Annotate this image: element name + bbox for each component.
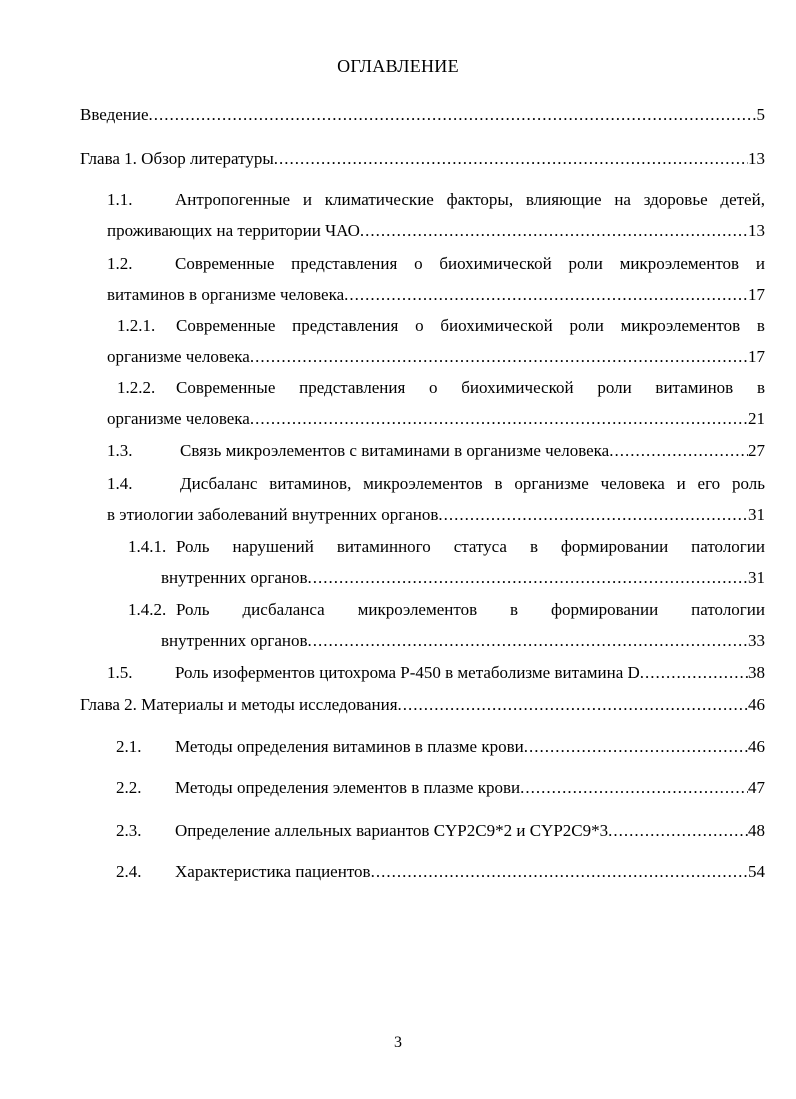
word: факторы, xyxy=(446,190,514,209)
toc-entry-chapter-2 xyxy=(80,695,765,715)
word: организме xyxy=(514,474,589,493)
toc-page-number: 38 xyxy=(748,663,765,682)
toc-entry-text: внутренних органов xyxy=(161,631,308,650)
dot-leader xyxy=(360,221,748,241)
word: витаминов, xyxy=(269,474,352,493)
toc-entry-1-2-line1 xyxy=(175,254,765,274)
toc-entry-1-3 xyxy=(180,441,765,461)
toc-entry-1-2-2-line2 xyxy=(107,409,765,429)
toc-page-number: 13 xyxy=(748,149,765,168)
word: о xyxy=(414,254,423,273)
word: статуса xyxy=(453,537,507,556)
toc-page-number: 46 xyxy=(748,737,765,756)
word: микроэлементов xyxy=(357,600,478,619)
word: в xyxy=(756,378,765,397)
toc-section-number: 1.5. xyxy=(107,663,133,682)
word: в xyxy=(510,600,519,619)
toc-entry-2-2 xyxy=(175,778,765,798)
word: формировании xyxy=(550,600,659,619)
toc-entry-text: Методы определения элементов в плазме крови xyxy=(175,778,521,797)
word: Роль xyxy=(176,600,210,619)
word: представления xyxy=(292,316,399,335)
toc-entry-text: Роль изоферментов цитохрома Р-450 в метаболизме витамина D xyxy=(175,663,640,682)
toc-entry-1-4-2-line1 xyxy=(176,600,765,620)
toc-page-number: 21 xyxy=(748,409,765,428)
word: в xyxy=(529,537,538,556)
toc-entry-text: в этиологии заболеваний внутренних органов xyxy=(107,505,439,524)
word: о xyxy=(429,378,438,397)
toc-page-number: 17 xyxy=(748,285,765,304)
toc-entry-text: проживающих на территории ЧАО xyxy=(107,221,360,240)
word: микроэлементов xyxy=(363,474,483,493)
toc-page-number: 54 xyxy=(748,862,765,881)
word: на xyxy=(614,190,631,209)
toc-page-number: 47 xyxy=(748,778,765,797)
toc-entry-text: Введение xyxy=(80,105,149,124)
toc-entry-text: организме человека xyxy=(107,347,250,366)
toc-entry-1-2-1-line2 xyxy=(107,347,765,367)
toc-page-number: 48 xyxy=(748,821,765,840)
toc-page-number: 13 xyxy=(748,221,765,240)
dot-leader xyxy=(371,862,748,882)
word: Современные xyxy=(175,254,275,273)
toc-entry-1-4-2-line2 xyxy=(161,631,765,651)
toc-section-number: 2.2. xyxy=(116,778,142,797)
toc-page-number: 17 xyxy=(748,347,765,366)
toc-entry-1-2-2-line1 xyxy=(176,378,765,398)
toc-entry-1-4-line2 xyxy=(107,505,765,525)
word: и xyxy=(755,254,765,273)
toc-section-number: 1.2.1. xyxy=(117,316,156,335)
toc-entry-1-1-line2 xyxy=(107,221,765,241)
word: дисбаланса xyxy=(242,600,325,619)
toc-entry-intro xyxy=(80,105,765,125)
toc-section-number: 2.1. xyxy=(116,737,142,756)
toc-section-number: 1.2.2. xyxy=(117,378,156,397)
toc-entry-text: Глава 1. Обзор литературы xyxy=(80,149,274,168)
toc-section-number: 1.1. xyxy=(107,190,133,209)
toc-entry-text: Связь микроэлементов с витаминами в организме человека xyxy=(180,441,610,460)
word: детей, xyxy=(720,190,765,209)
word: представления xyxy=(291,254,398,273)
word: и xyxy=(302,190,312,209)
toc-entry-2-4 xyxy=(175,862,765,882)
word: микроэлементов xyxy=(620,316,741,335)
toc-entry-1-4-1-line1 xyxy=(176,537,765,557)
page-title: ОГЛАВЛЕНИЕ xyxy=(337,56,459,76)
word: в xyxy=(756,316,765,335)
toc-entry-1-1-line1 xyxy=(175,190,765,210)
toc-entry-1-2-line2 xyxy=(107,285,765,305)
toc-entry-1-4-1-line2 xyxy=(161,568,765,588)
dot-leader xyxy=(308,568,749,588)
word: влияющие xyxy=(525,190,602,209)
toc-section-number: 1.4. xyxy=(107,474,133,493)
toc-section-number: 2.3. xyxy=(116,821,142,840)
word: микроэлементов xyxy=(619,254,740,273)
word: представления xyxy=(299,378,406,397)
toc-entry-1-4-line1 xyxy=(180,474,765,494)
word: Роль xyxy=(176,537,210,556)
word: нарушений xyxy=(232,537,314,556)
toc-entry-2-3 xyxy=(175,821,765,841)
word: формировании xyxy=(560,537,669,556)
word: его xyxy=(697,474,721,493)
dot-leader xyxy=(308,631,749,651)
toc-entry-text: витаминов в организме человека xyxy=(107,285,345,304)
toc-section-number: 1.3. xyxy=(107,441,133,460)
dot-leader xyxy=(250,409,748,429)
toc-section-number: 2.4. xyxy=(116,862,142,881)
word: Современные xyxy=(176,378,276,397)
word: патологии xyxy=(691,600,765,619)
word: роль xyxy=(731,474,765,493)
toc-entry-1-2-1-line1 xyxy=(176,316,765,336)
word: Антропогенные xyxy=(175,190,291,209)
word: человека xyxy=(600,474,665,493)
dot-leader xyxy=(520,778,748,798)
toc-entry-1-5 xyxy=(175,663,765,683)
word: роли xyxy=(597,378,632,397)
toc-entry-text: внутренних органов xyxy=(161,568,308,587)
dot-leader xyxy=(640,663,748,683)
word: роли xyxy=(568,254,603,273)
dot-leader xyxy=(438,505,748,525)
dot-leader xyxy=(609,441,748,461)
toc-page-number: 27 xyxy=(748,441,765,460)
toc-page-number: 31 xyxy=(748,568,765,587)
dot-leader xyxy=(250,347,748,367)
word: и xyxy=(676,474,686,493)
word: Дисбаланс xyxy=(180,474,258,493)
toc-section-number: 1.4.1. xyxy=(128,537,167,556)
toc-page-number: 33 xyxy=(748,631,765,650)
word: биохимической xyxy=(440,316,553,335)
word: биохимической xyxy=(461,378,574,397)
word: о xyxy=(415,316,424,335)
toc-entry-text: Характеристика пациентов xyxy=(175,862,371,881)
dot-leader xyxy=(398,695,748,715)
word: патологии xyxy=(691,537,765,556)
toc-entry-2-1 xyxy=(175,737,765,757)
word: Современные xyxy=(176,316,276,335)
word: в xyxy=(494,474,503,493)
dot-leader xyxy=(274,149,748,169)
page-number: 3 xyxy=(394,1034,402,1051)
toc-page-number: 46 xyxy=(748,695,765,714)
dot-leader xyxy=(524,737,748,757)
word: витаминного xyxy=(336,537,431,556)
word: климатические xyxy=(324,190,434,209)
toc-page-number: 31 xyxy=(748,505,765,524)
dot-leader xyxy=(149,105,757,125)
toc-entry-text: Определение аллельных вариантов CYP2C9*2 и CYP2C9*3 xyxy=(175,821,609,840)
word: здоровье xyxy=(643,190,708,209)
toc-page-number: 5 xyxy=(756,105,765,124)
dot-leader xyxy=(344,285,748,305)
dot-leader xyxy=(608,821,748,841)
toc-entry-text: Глава 2. Материалы и методы исследования xyxy=(80,695,398,714)
toc-section-number: 1.4.2. xyxy=(128,600,167,619)
toc-section-number: 1.2. xyxy=(107,254,133,273)
word: витаминов xyxy=(655,378,734,397)
toc-entry-text: Методы определения витаминов в плазме крови xyxy=(175,737,524,756)
word: роли xyxy=(569,316,604,335)
word: биохимической xyxy=(439,254,552,273)
toc-entry-text: организме человека xyxy=(107,409,250,428)
toc-entry-chapter-1 xyxy=(80,149,765,169)
